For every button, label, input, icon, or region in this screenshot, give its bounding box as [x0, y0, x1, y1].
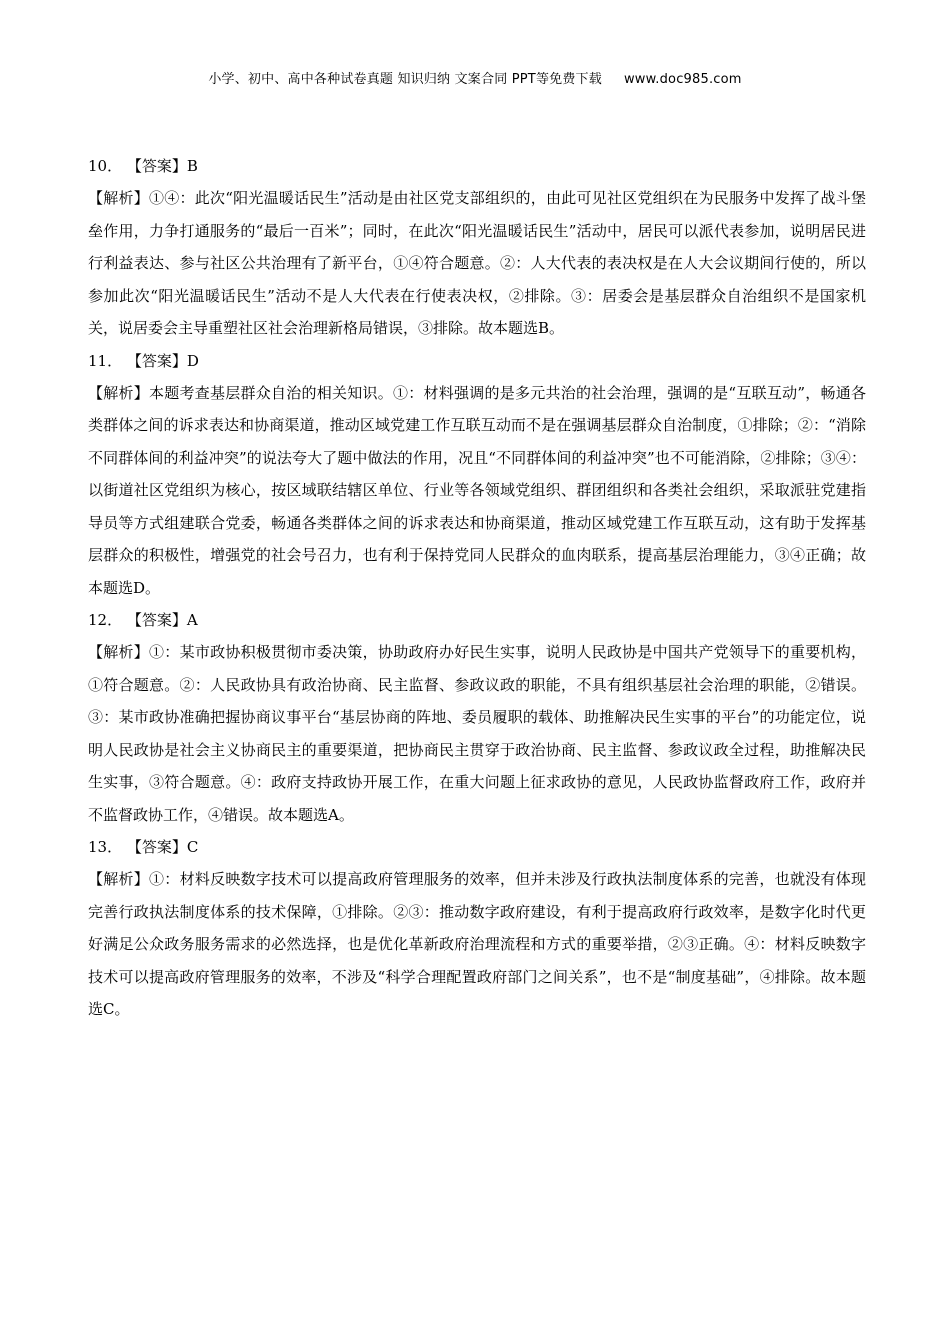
- answer-label: 【答案】: [126, 157, 187, 175]
- answer-label: 【答案】: [126, 838, 187, 856]
- answer-line: [88, 831, 866, 863]
- question-number: 13．: [88, 838, 123, 856]
- analysis-label: 【解析】: [88, 643, 150, 661]
- answer-analysis-section: [88, 150, 866, 1026]
- question-block-13: [88, 831, 866, 1026]
- analysis-paragraph: [88, 377, 866, 605]
- question-block-12: [88, 604, 866, 831]
- answer-label: 【答案】: [126, 351, 187, 370]
- answer-line: [88, 150, 866, 182]
- analysis-paragraph: [88, 636, 866, 831]
- analysis-label: 【解析】: [88, 189, 149, 207]
- page-header: [0, 68, 950, 87]
- answer-value: D: [186, 351, 199, 370]
- header-url-link[interactable]: www.doc985.com: [623, 72, 742, 87]
- analysis-label: 【解析】: [88, 383, 149, 402]
- question-number: 10．: [88, 157, 123, 175]
- analysis-text: ①：某市政协积极贯彻市委决策，协助政府办好民生实事，说明人民政协是中国共产党领导下的重要机构，①符合题意。②：人民政协具有政治协商、民主监督、参政议政的职能，不具有组织基层社会治理的职能，②错误。③：某市政协准确把握协商议事平台“基层协商的阵地、委员履职的载体、助推解决民生实事的平台”的功能定位，说明人民政协是社会主义协商民主的重要渠道，把协商民主贯穿于政治协商、民主监督、参政议政全过程，助推解决民生实事，③符合题意。④：政府支持政协开展工作，在重大问题上征求政协的意见，人民政协监督政府工作，政府并不监督政协工作，④错误。故本题选A。: [88, 643, 866, 824]
- question-number: 12．: [88, 611, 123, 629]
- analysis-text: ①：材料反映数字技术可以提高政府管理服务的效率，但并未涉及行政执法制度体系的完善，也就没有体现完善行政执法制度体系的技术保障，①排除。②③：推动数字政府建设，有利于提高政府行政效率，是数字化时代更好满足公众政务服务需求的必然选择，也是优化革新政府治理流程和方式的重要举措，②③正确。④：材料反映数字技术可以提高政府管理服务的效率，不涉及“科学合理配置政府部门之间关系”，也不是“制度基础”，④排除。故本题选C。: [88, 870, 866, 1018]
- header-site-text: 小学、初中、高中各种试卷真题 知识归纳 文案合同 PPT等免费下载: [208, 72, 602, 87]
- analysis-text: ①④：此次“阳光温暖话民生”活动是由社区党支部组织的，由此可见社区党组织在为民服务中发挥了战斗堡垒作用，力争打通服务的“最后一百米”；同时，在此次“阳光温暖话民生”活动中，居民可以派代表参加，说明居民进行利益表达、参与社区公共治理有了新平台，①④符合题意。②：人大代表的表决权是在人大会议期间行使的，所以参加此次“阳光温暖话民生”活动不是人大代表在行使表决权，②排除。③：居委会是基层群众自治组织不是国家机关，说居委会主导重塑社区社会治理新格局错误，③排除。故本题选B。: [88, 189, 866, 337]
- answer-value: C: [186, 838, 199, 856]
- answer-value: A: [186, 611, 198, 629]
- analysis-paragraph: [88, 863, 866, 1026]
- analysis-label: 【解析】: [88, 870, 150, 888]
- answer-label: 【答案】: [126, 611, 187, 629]
- answer-line: [88, 604, 866, 636]
- answer-value: B: [186, 157, 198, 175]
- answer-line: [88, 345, 866, 377]
- analysis-text: 本题考查基层群众自治的相关知识。①：材料强调的是多元共治的社会治理，强调的是“互联互动”，畅通各类群体之间的诉求表达和协商渠道，推动区域党建工作互联互动而不是在强调基层群众自治制度，①排除；②：“消除不同群体间的利益冲突”的说法夸大了题中做法的作用，况且“不同群体间的利益冲突”也不可能消除，②排除；③④：以街道社区党组织为核心，按区域联结辖区单位、行业等各领域党组织、群团组织和各类社会组织，采取派驻党建指导员等方式组建联合党委，畅通各类群体之间的诉求表达和协商渠道，推动区域党建工作互联互动，这有助于发挥基层群众的积极性，增强党的社会号召力，也有利于保持党同人民群众的血肉联系，提高基层治理能力，③④正确；故本题选D。: [88, 383, 866, 597]
- question-block-11: [88, 345, 866, 605]
- question-block-10: [88, 150, 866, 345]
- question-number: 11．: [88, 351, 123, 370]
- analysis-paragraph: [88, 182, 866, 345]
